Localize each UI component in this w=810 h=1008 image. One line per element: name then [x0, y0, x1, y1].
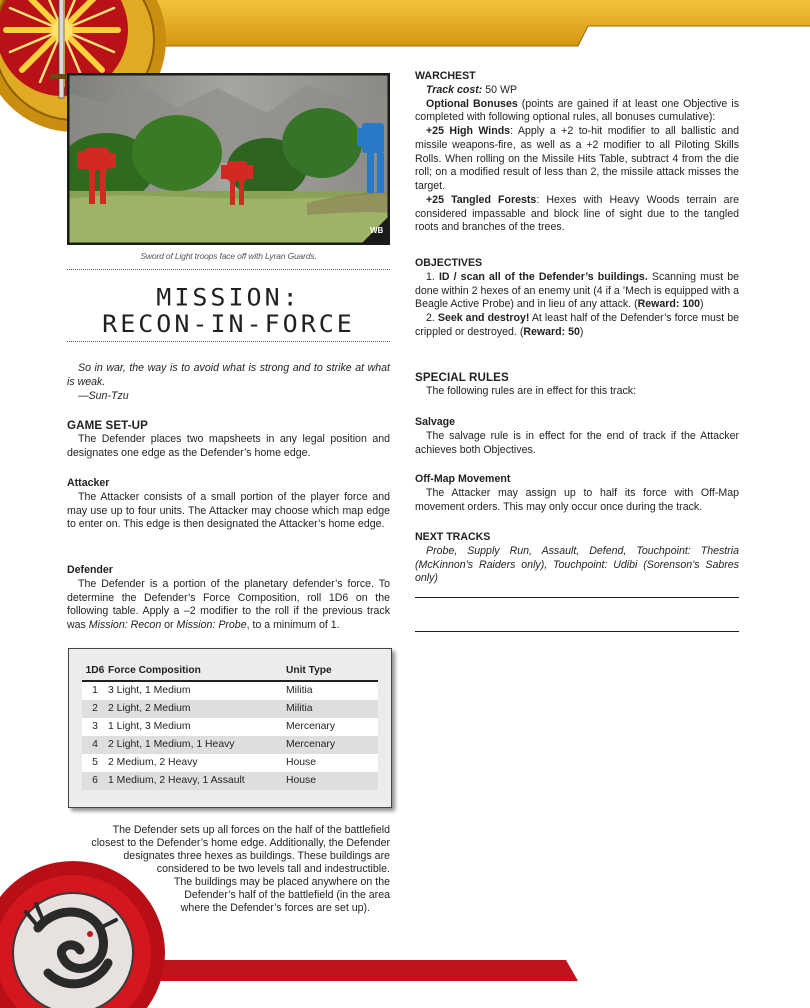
- defender-section: [67, 564, 390, 633]
- subheading: Attacker: [67, 477, 110, 489]
- epigraph: [67, 362, 390, 403]
- mission-title-line2: RECON-IN-FORCE: [102, 310, 355, 338]
- table-header: Unit Type: [286, 662, 378, 681]
- deploy-line: The buildings may be placed anywhere on the: [173, 876, 390, 888]
- section-heading: OBJECTIVES: [415, 257, 483, 269]
- deploy-line: Defender’s half of the battlefield (in the area: [184, 889, 390, 901]
- optional-bonuses: Optional Bonuses (points are gained if at least one Objective is completed with following optional rules, all bonuses cumulative):: [415, 97, 739, 124]
- dotted-divider: [67, 341, 390, 342]
- salvage-text: The salvage rule is in effect for the end of track if the Attacker achieves both Objectives.: [415, 429, 739, 456]
- track-cost: Track cost: 50 WP: [426, 83, 518, 96]
- deploy-line: The Defender sets up all forces on the half of the battlefield: [112, 824, 390, 836]
- subheading: Off-Map Movement: [415, 473, 511, 485]
- section-heading: SPECIAL RULES: [415, 371, 509, 384]
- game-setup-section: [67, 418, 390, 461]
- special-intro: The following rules are in effect for this track:: [426, 385, 637, 398]
- table-header: Force Composition: [108, 662, 286, 681]
- warchest-section: [415, 70, 739, 235]
- off-map-section: [415, 473, 739, 514]
- table-row: 1 3 Light, 1 Medium Militia: [82, 681, 378, 700]
- deploy-line: where the Defender’s forces are set up).: [180, 902, 370, 914]
- table-row: 3 1 Light, 3 Medium Mercenary: [82, 718, 378, 736]
- section-heading: WARCHEST: [415, 70, 476, 82]
- special-rules-section: [415, 370, 739, 399]
- dotted-divider: [67, 269, 390, 270]
- next-tracks-text: Probe, Supply Run, Assault, Defend, Touchpoint: Thestria (McKinnon’s Raiders only), Touchpoint: Udibi (Sorenson’s Sabres only): [415, 544, 739, 585]
- battle-photo: [67, 73, 390, 245]
- note-line: [415, 597, 739, 598]
- mission-title: [67, 284, 390, 337]
- attacker-section: [67, 477, 390, 532]
- table-row: 2 2 Light, 2 Medium Militia: [82, 700, 378, 718]
- table-row: 4 2 Light, 1 Medium, 1 Heavy Mercenary: [82, 736, 378, 754]
- photo-caption: Sword of Light troops face off with Lyran Guards.: [140, 251, 317, 261]
- force-composition-table-box: [68, 648, 392, 808]
- deploy-line: designates three hexes as buildings. These buildings are: [123, 850, 390, 862]
- objective-2: 2. Seek and destroy! At least half of the Defender’s force must be crippled or destroyed. (Reward: 50): [415, 312, 739, 338]
- setup-text: The Defender places two mapsheets in any legal position and designates one edge as the Defender’s home edge.: [67, 433, 390, 459]
- salvage-section: [415, 416, 739, 457]
- objectives-section: [415, 257, 739, 340]
- off-map-text: The Attacker may assign up to half its force with Off-Map movement orders. This may only occur once during the track.: [415, 486, 739, 513]
- deploy-line: considered to be two levels tall and indestructible.: [156, 863, 390, 875]
- section-heading: NEXT TRACKS: [415, 531, 491, 543]
- force-composition-table: [82, 662, 378, 790]
- table-row: 5 2 Medium, 2 Heavy House: [82, 754, 378, 772]
- photo-credit-badge: WB: [370, 226, 384, 235]
- quote-attribution: —Sun-Tzu: [78, 389, 129, 402]
- subheading: Salvage: [415, 416, 456, 428]
- section-heading: GAME SET-UP: [67, 419, 148, 432]
- attacker-text: The Attacker consists of a small portion of the player force and may use up to four units. The Attacker may choose which map edge to enter on. This edge is then designated the Attacker’s home edge.: [67, 490, 390, 531]
- table-row: 6 1 Medium, 2 Heavy, 1 Assault House: [82, 772, 378, 790]
- high-winds-bonus: +25 High Winds: Apply a +2 to-hit modifier to all ballistic and missile weapons-fire, as well as a +2 modifier to all Piloting Skills Rolls. When rolling on the Missile Hits Table, subtract 4 from the die roll; on a modified result of less than 2, the missile attack misses the target.: [415, 125, 739, 193]
- deploy-line: closest to the Defender’s home edge. Additionally, the Defender: [91, 837, 390, 849]
- defender-text: The Defender is a portion of the planetary defender’s force. To determine the Defender’s Force Composition, roll 1D6 on the following table. Apply a –2 modifier to the roll if the previous track was Mission: Recon or Mission: Probe, to a minimum of 1.: [67, 577, 390, 632]
- next-tracks-section: [415, 531, 739, 586]
- tangled-forests-bonus: +25 Tangled Forests: Hexes with Heavy Woods terrain are considered impassable and block line of sight due to the tangled roots and branches of the trees.: [415, 193, 739, 234]
- mission-title-line1: MISSION:: [156, 283, 301, 311]
- quote-text: So in war, the way is to avoid what is strong and to strike at what is weak.: [67, 362, 390, 388]
- table-header: 1D6: [82, 662, 108, 681]
- objective-1: 1. ID / scan all of the Defender’s buildings. Scanning must be done within 2 hexes of an enemy unit (4 if a ’Mech is equipped with a Beagle Active Probe) and in lieu of any attack. (Reward: 100): [415, 270, 739, 311]
- subheading: Defender: [67, 564, 113, 576]
- note-line: [415, 631, 739, 632]
